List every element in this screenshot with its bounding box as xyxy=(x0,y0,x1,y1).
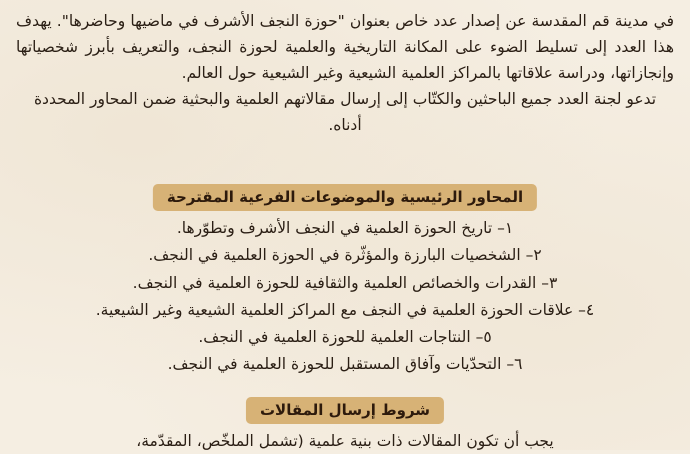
first-condition-text: يجب أن تكون المقالات ذات بنية علمية (تشمل الملخّص، المقدّمة، xyxy=(136,432,554,450)
axes-section-title: المحاور الرئيسية والموضوعات الفرعية المقترحة xyxy=(153,184,537,211)
conditions-section-title: شروط إرسال المقالات xyxy=(246,397,444,424)
invitation-paragraph: تدعو لجنة العدد جميع الباحثين والكتّاب إلى إرسال مقالاتهم العلمية والبحثية ضمن المحاور المحددة أدناه. xyxy=(33,90,657,134)
axis-item: ٢– الشخصيات البارزة والمؤثّرة في الحوزة العلمية في النجف. xyxy=(148,246,542,265)
cut-off-line-top xyxy=(16,0,674,8)
axis-item: ١– تاريخ الحوزة العلمية في النجف الأشرف وتطوّرها. xyxy=(176,219,514,237)
axis-item: ٤– علاقات الحوزة العلمية في النجف مع المراكز العلمية الشيعية وغير الشيعية. xyxy=(95,300,595,319)
axis-item: ٦– التحدّيات وآفاق المستقبل للحوزة العلمية في النجف. xyxy=(167,355,523,374)
intro-paragraph: في مدينة قم المقدسة عن إصدار عدد خاص بعنوان "حوزة النجف الأشرف في ماضيها وحاضرها". يهدف هذا العدد إلى تسليط الضوء على المكانة التاريخية والعلمية لحوزة النجف، والتعريف بأبرز شخصياتها وإنجازاتها، ودراسة علاقاتها بالمراكز العلمية الشيعية وغير الشيعية حول العالم. xyxy=(16,12,674,82)
axis-item: ٥– النتاجات العلمية للحوزة العلمية في النجف. xyxy=(198,328,492,347)
intro-text xyxy=(16,0,674,138)
axis-item: ٣– القدرات والخصائص العلمية والثقافية للحوزة العلمية في النجف. xyxy=(132,273,558,292)
axes-list xyxy=(16,215,674,379)
